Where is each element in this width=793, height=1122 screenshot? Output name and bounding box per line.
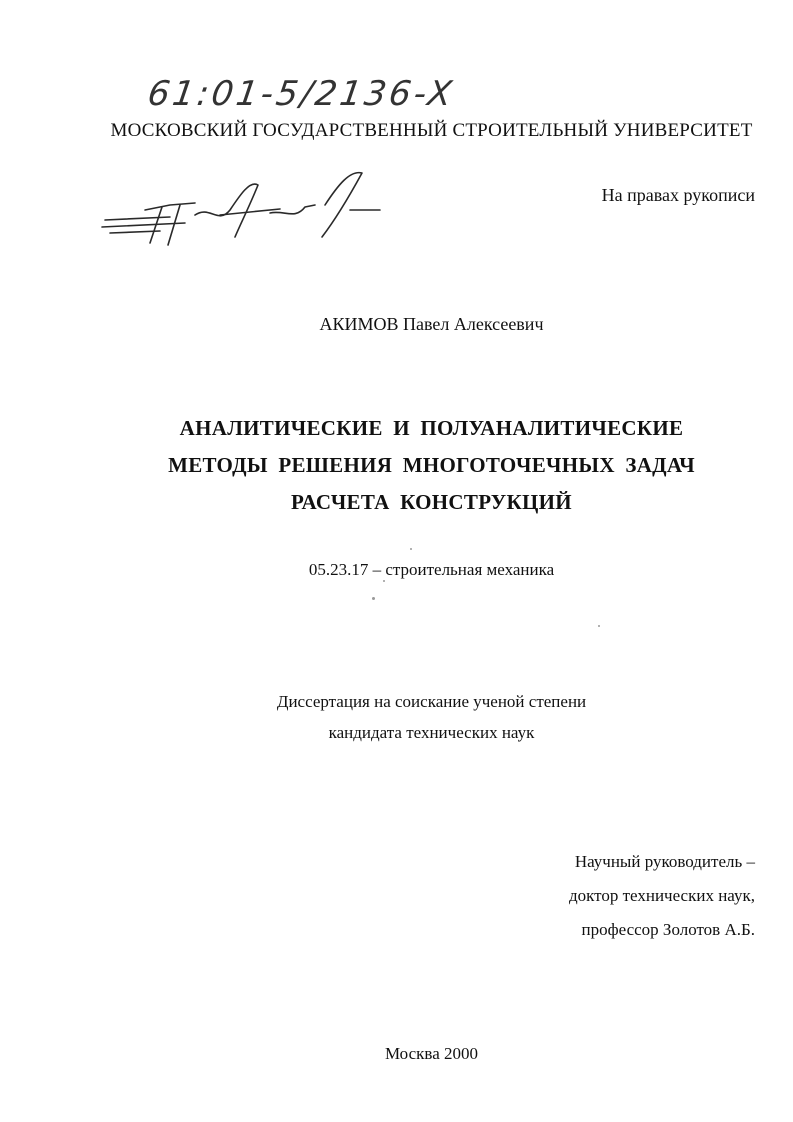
signature-icon <box>100 165 400 255</box>
supervisor-line-3: профессор Золотов А.Б. <box>581 920 755 939</box>
scan-speck <box>410 548 412 550</box>
dissertation-title <box>0 410 793 521</box>
city-and-year: Москва 2000 <box>384 1044 479 1063</box>
scan-speck <box>372 597 375 600</box>
author-name: АКИМОВ Павел Алексеевич <box>319 314 544 334</box>
university-name: МОСКОВСКИЙ ГОСУДАРСТВЕННЫЙ СТРОИТЕЛЬНЫЙ УНИВЕРСИТЕТ <box>110 120 753 141</box>
manuscript-rights-note: На правах рукописи <box>601 185 755 205</box>
handwritten-archive-code <box>145 68 518 128</box>
title-line-3: РАСЧЕТА КОНСТРУКЦИЙ <box>291 490 572 514</box>
degree-line-1: Диссертация на соискание ученой степени <box>276 692 587 711</box>
title-line-1: АНАЛИТИЧЕСКИЕ И ПОЛУАНАЛИТИЧЕСКИЕ <box>179 416 684 440</box>
degree-statement <box>0 686 793 748</box>
title-line-2: МЕТОДЫ РЕШЕНИЯ МНОГОТОЧЕЧНЫХ ЗАДАЧ <box>168 453 695 477</box>
supervisor-line-1: Научный руководитель – <box>574 852 755 871</box>
scan-speck <box>598 625 600 627</box>
supervisor-line-2: доктор технических наук, <box>568 886 755 905</box>
degree-line-2: кандидата технических наук <box>328 723 535 742</box>
scan-speck <box>383 580 385 582</box>
handwritten-code-text: 61:01-5/2136-X <box>145 74 458 114</box>
scientific-supervisor <box>569 845 755 947</box>
specialty-code: 05.23.17 – строительная механика <box>308 560 555 579</box>
